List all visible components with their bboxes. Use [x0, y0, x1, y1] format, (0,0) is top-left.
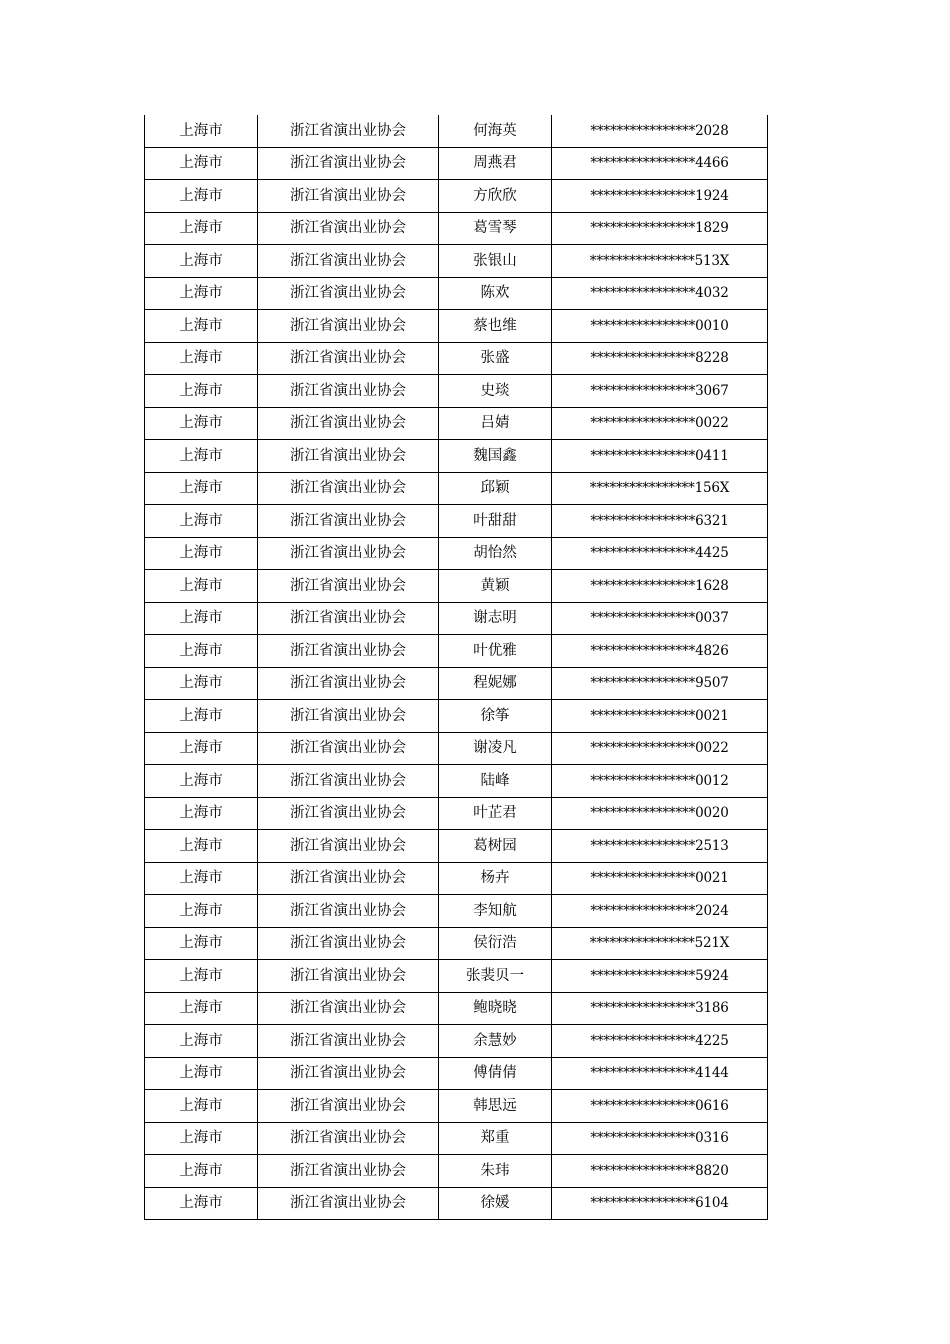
masked-id-cell: ****************4225 [552, 1025, 768, 1058]
masked-id-cell: ****************9507 [552, 667, 768, 700]
city-cell: 上海市 [145, 342, 258, 375]
organization-cell: 浙江省演出业协会 [258, 115, 439, 147]
city-cell: 上海市 [145, 992, 258, 1025]
organization-cell: 浙江省演出业协会 [258, 602, 439, 635]
city-cell: 上海市 [145, 1187, 258, 1220]
masked-id-cell: ****************4466 [552, 147, 768, 180]
city-cell: 上海市 [145, 667, 258, 700]
city-cell: 上海市 [145, 407, 258, 440]
masked-id-cell: ****************4425 [552, 537, 768, 570]
table-row [145, 1057, 768, 1090]
organization-cell: 浙江省演出业协会 [258, 147, 439, 180]
table-row [145, 472, 768, 505]
masked-id-cell: ****************0411 [552, 440, 768, 473]
masked-id-cell: ****************1829 [552, 212, 768, 245]
table-row [145, 797, 768, 830]
organization-cell: 浙江省演出业协会 [258, 342, 439, 375]
person-name-cell: 周燕君 [439, 147, 552, 180]
masked-id-cell: ****************6104 [552, 1187, 768, 1220]
city-cell: 上海市 [145, 1122, 258, 1155]
city-cell: 上海市 [145, 895, 258, 928]
organization-cell: 浙江省演出业协会 [258, 732, 439, 765]
masked-id-cell: ****************521X [552, 927, 768, 960]
person-name-cell: 韩思远 [439, 1090, 552, 1123]
member-table [144, 115, 768, 1220]
table-row [145, 1090, 768, 1123]
city-cell: 上海市 [145, 245, 258, 278]
city-cell: 上海市 [145, 797, 258, 830]
table-row [145, 115, 768, 147]
table-row [145, 992, 768, 1025]
table-row [145, 765, 768, 798]
organization-cell: 浙江省演出业协会 [258, 1025, 439, 1058]
organization-cell: 浙江省演出业协会 [258, 537, 439, 570]
city-cell: 上海市 [145, 115, 258, 147]
table-row [145, 732, 768, 765]
organization-cell: 浙江省演出业协会 [258, 472, 439, 505]
table-row [145, 1187, 768, 1220]
person-name-cell: 李知航 [439, 895, 552, 928]
masked-id-cell: ****************5924 [552, 960, 768, 993]
table-row [145, 537, 768, 570]
person-name-cell: 余慧妙 [439, 1025, 552, 1058]
organization-cell: 浙江省演出业协会 [258, 212, 439, 245]
organization-cell: 浙江省演出业协会 [258, 927, 439, 960]
table-row [145, 635, 768, 668]
person-name-cell: 张裴贝一 [439, 960, 552, 993]
organization-cell: 浙江省演出业协会 [258, 862, 439, 895]
person-name-cell: 黄颖 [439, 570, 552, 603]
person-name-cell: 葛树园 [439, 830, 552, 863]
person-name-cell: 吕婧 [439, 407, 552, 440]
organization-cell: 浙江省演出业协会 [258, 667, 439, 700]
table-row [145, 700, 768, 733]
person-name-cell: 蔡也维 [439, 310, 552, 343]
table-row [145, 667, 768, 700]
table-row [145, 602, 768, 635]
masked-id-cell: ****************0037 [552, 602, 768, 635]
masked-id-cell: ****************0316 [552, 1122, 768, 1155]
table-row [145, 505, 768, 538]
city-cell: 上海市 [145, 635, 258, 668]
person-name-cell: 叶优雅 [439, 635, 552, 668]
city-cell: 上海市 [145, 570, 258, 603]
city-cell: 上海市 [145, 862, 258, 895]
masked-id-cell: ****************1628 [552, 570, 768, 603]
table-row [145, 1122, 768, 1155]
organization-cell: 浙江省演出业协会 [258, 375, 439, 408]
city-cell: 上海市 [145, 1155, 258, 1188]
person-name-cell: 程妮娜 [439, 667, 552, 700]
city-cell: 上海市 [145, 927, 258, 960]
city-cell: 上海市 [145, 765, 258, 798]
person-name-cell: 胡怡然 [439, 537, 552, 570]
person-name-cell: 葛雪琴 [439, 212, 552, 245]
city-cell: 上海市 [145, 830, 258, 863]
table-row [145, 310, 768, 343]
table-row [145, 1025, 768, 1058]
masked-id-cell: ****************0022 [552, 732, 768, 765]
city-cell: 上海市 [145, 440, 258, 473]
organization-cell: 浙江省演出业协会 [258, 1187, 439, 1220]
masked-id-cell: ****************2024 [552, 895, 768, 928]
masked-id-cell: ****************8228 [552, 342, 768, 375]
organization-cell: 浙江省演出业协会 [258, 1057, 439, 1090]
organization-cell: 浙江省演出业协会 [258, 992, 439, 1025]
organization-cell: 浙江省演出业协会 [258, 570, 439, 603]
table-row [145, 960, 768, 993]
masked-id-cell: ****************4144 [552, 1057, 768, 1090]
masked-id-cell: ****************3186 [552, 992, 768, 1025]
person-name-cell: 张盛 [439, 342, 552, 375]
masked-id-cell: ****************0021 [552, 862, 768, 895]
masked-id-cell: ****************0012 [552, 765, 768, 798]
table-row [145, 862, 768, 895]
masked-id-cell: ****************156X [552, 472, 768, 505]
table-row [145, 180, 768, 213]
organization-cell: 浙江省演出业协会 [258, 440, 439, 473]
city-cell: 上海市 [145, 310, 258, 343]
person-name-cell: 徐筝 [439, 700, 552, 733]
masked-id-cell: ****************0020 [552, 797, 768, 830]
masked-id-cell: ****************8820 [552, 1155, 768, 1188]
organization-cell: 浙江省演出业协会 [258, 635, 439, 668]
city-cell: 上海市 [145, 180, 258, 213]
organization-cell: 浙江省演出业协会 [258, 310, 439, 343]
organization-cell: 浙江省演出业协会 [258, 765, 439, 798]
table-row [145, 895, 768, 928]
person-name-cell: 方欣欣 [439, 180, 552, 213]
table-row [145, 570, 768, 603]
table-row [145, 407, 768, 440]
city-cell: 上海市 [145, 700, 258, 733]
masked-id-cell: ****************2028 [552, 115, 768, 147]
masked-id-cell: ****************2513 [552, 830, 768, 863]
table-row [145, 342, 768, 375]
masked-id-cell: ****************4032 [552, 277, 768, 310]
organization-cell: 浙江省演出业协会 [258, 797, 439, 830]
table-row [145, 277, 768, 310]
organization-cell: 浙江省演出业协会 [258, 245, 439, 278]
person-name-cell: 史琰 [439, 375, 552, 408]
person-name-cell: 鲍晓晓 [439, 992, 552, 1025]
organization-cell: 浙江省演出业协会 [258, 830, 439, 863]
organization-cell: 浙江省演出业协会 [258, 1090, 439, 1123]
person-name-cell: 邱颖 [439, 472, 552, 505]
person-name-cell: 何海英 [439, 115, 552, 147]
person-name-cell: 张银山 [439, 245, 552, 278]
person-name-cell: 侯衍浩 [439, 927, 552, 960]
organization-cell: 浙江省演出业协会 [258, 407, 439, 440]
masked-id-cell: ****************0010 [552, 310, 768, 343]
person-name-cell: 傅倩倩 [439, 1057, 552, 1090]
city-cell: 上海市 [145, 472, 258, 505]
masked-id-cell: ****************6321 [552, 505, 768, 538]
table-row [145, 245, 768, 278]
table-row [145, 1155, 768, 1188]
organization-cell: 浙江省演出业协会 [258, 505, 439, 538]
person-name-cell: 叶甜甜 [439, 505, 552, 538]
organization-cell: 浙江省演出业协会 [258, 180, 439, 213]
table-row [145, 212, 768, 245]
city-cell: 上海市 [145, 602, 258, 635]
city-cell: 上海市 [145, 1057, 258, 1090]
organization-cell: 浙江省演出业协会 [258, 960, 439, 993]
masked-id-cell: ****************513X [552, 245, 768, 278]
person-name-cell: 朱玮 [439, 1155, 552, 1188]
member-table-body [145, 115, 768, 1220]
table-row [145, 830, 768, 863]
person-name-cell: 陆峰 [439, 765, 552, 798]
person-name-cell: 谢志明 [439, 602, 552, 635]
city-cell: 上海市 [145, 147, 258, 180]
person-name-cell: 魏国鑫 [439, 440, 552, 473]
organization-cell: 浙江省演出业协会 [258, 700, 439, 733]
table-row [145, 440, 768, 473]
person-name-cell: 叶芷君 [439, 797, 552, 830]
city-cell: 上海市 [145, 1025, 258, 1058]
person-name-cell: 陈欢 [439, 277, 552, 310]
organization-cell: 浙江省演出业协会 [258, 1155, 439, 1188]
city-cell: 上海市 [145, 505, 258, 538]
city-cell: 上海市 [145, 960, 258, 993]
masked-id-cell: ****************4826 [552, 635, 768, 668]
masked-id-cell: ****************0021 [552, 700, 768, 733]
masked-id-cell: ****************3067 [552, 375, 768, 408]
table-row [145, 927, 768, 960]
person-name-cell: 杨卉 [439, 862, 552, 895]
person-name-cell: 郑重 [439, 1122, 552, 1155]
city-cell: 上海市 [145, 1090, 258, 1123]
city-cell: 上海市 [145, 277, 258, 310]
organization-cell: 浙江省演出业协会 [258, 895, 439, 928]
masked-id-cell: ****************0616 [552, 1090, 768, 1123]
city-cell: 上海市 [145, 375, 258, 408]
person-name-cell: 徐媛 [439, 1187, 552, 1220]
city-cell: 上海市 [145, 732, 258, 765]
masked-id-cell: ****************0022 [552, 407, 768, 440]
person-name-cell: 谢凌凡 [439, 732, 552, 765]
city-cell: 上海市 [145, 537, 258, 570]
organization-cell: 浙江省演出业协会 [258, 1122, 439, 1155]
table-row [145, 147, 768, 180]
masked-id-cell: ****************1924 [552, 180, 768, 213]
city-cell: 上海市 [145, 212, 258, 245]
organization-cell: 浙江省演出业协会 [258, 277, 439, 310]
table-row [145, 375, 768, 408]
